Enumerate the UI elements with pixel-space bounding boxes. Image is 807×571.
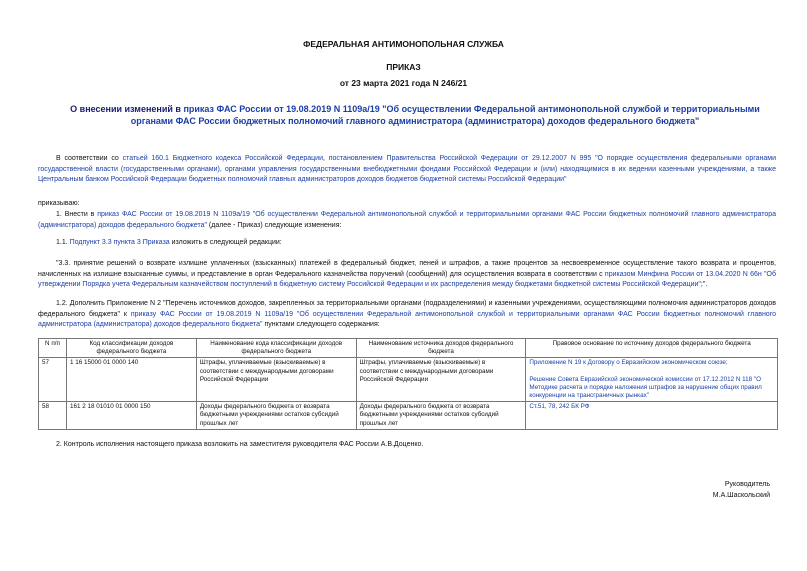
budget-code-articles-link[interactable]: Ст.51, 78, 242 БК РФ — [529, 403, 590, 411]
subclause-link[interactable]: Подпункт 3.3 пункта 3 Приказа — [69, 239, 170, 246]
title-prefix: О внесении изменений в — [70, 104, 184, 114]
row-code: 1 16 15000 01 0000 140 — [66, 358, 196, 402]
eaeu-treaty-link[interactable]: Приложение N 19 к Договору о Евразийском экономическом союзе; — [529, 359, 728, 367]
row-code: 161 2 18 01010 01 0000 150 — [66, 402, 196, 430]
paragraph-1-1 — [38, 238, 776, 249]
table-header-row — [39, 339, 778, 358]
table-row — [39, 358, 778, 402]
quote-paragraph — [38, 259, 776, 291]
header-code-name: Наименование кода классификации доходов федерального бюджета — [196, 339, 356, 358]
table-row — [39, 402, 778, 430]
date-number: от 23 марта 2021 года N 246/21 — [339, 78, 468, 88]
p12-order-link[interactable]: приказу ФАС России от 19.08.2019 N 1109а/19 "Об осуществлении Федеральной антимонопольной службой и территориальными органами ФАС России бюджетных полномочий главного администратора (администратора) доходов федерального бюджета" — [38, 310, 776, 328]
row-code-name: Доходы федерального бюджета от возврата бюджетными учреждениями остатков субсидий прошлых лет — [196, 402, 356, 430]
header-code: Код классификации доходов федерального бюджета — [66, 339, 196, 358]
quote-text-2: ;". — [700, 281, 708, 288]
doc-type-heading: ПРИКАЗ — [386, 62, 421, 72]
paragraph-2: 2. Контроль исполнения настоящего приказа возложить на заместителя руководителя ФАС России А.В.Доценко. — [56, 441, 424, 448]
paragraph-1-2 — [38, 299, 776, 331]
row-source: Штрафы, уплачиваемые (взыскиваемые) в соответствии с международными договорами Российской Федерации — [356, 358, 526, 402]
order-word: приказываю: — [38, 200, 80, 207]
p12-text-1: 1.2. Дополнить Приложение N 2 "Перечень источников доходов, закрепленных за территориальными органами (подразделениями) и казенными учреждениями, осуществляющими полномочия администраторов доходов федерального бюджета" к — [38, 300, 776, 318]
header-source: Наименование источника доходов федерального бюджета — [356, 339, 526, 358]
org-heading: ФЕДЕРАЛЬНАЯ АНТИМОНОПОЛЬНАЯ СЛУЖБА — [303, 39, 504, 49]
row-source: Доходы федерального бюджета от возврата бюджетными учреждениями остатков субсидий прошлых лет — [356, 402, 526, 430]
row-number: 57 — [39, 358, 67, 402]
paragraph-1 — [38, 210, 776, 231]
title-link[interactable]: приказ ФАС России от 19.08.2019 N 1109а/19 "Об осуществлении Федеральной антимонопольной службой и территориальными органами ФАС России бюджетных полномочий главного администратора (администратора) доходов федерального бюджета" — [130, 104, 760, 126]
header-basis: Правовое основание по источнику доходов федерального бюджета — [526, 339, 778, 358]
signature-name: М.А.Шаскольский — [712, 492, 770, 499]
p1-text-2: (далее - Приказ) следующие изменения: — [206, 221, 342, 229]
p1-order-link[interactable]: приказ ФАС России от 19.08.2019 N 1109а/19 "Об осуществлении Федеральной антимонопольной службой и территориальными органами ФАС России бюджетных полномочий главного администратора (администратора) доходов федерального бюджета" — [38, 211, 777, 229]
government-decree-link[interactable]: постановлением Правительства Российской Федерации от 29.12.2007 N 995 "О порядке осуществления федеральными органами государственной власти (государственными органами), органами управления государственными внебюджетными фондами Российской Федерации и (или) находящимися в их ведении казенными учреждениями, а также Центральным банком Российской Федерации бюджетных полномочий главных администраторов доходов бюджетов бюджетной системы Российской Федерации" — [38, 155, 776, 183]
budget-code-link[interactable]: статьей 160.1 Бюджетного кодекса Российской Федерации — [122, 155, 323, 162]
document-title — [50, 103, 780, 127]
p11-text-1: 1.1. — [56, 239, 70, 246]
minfin-order-link[interactable]: приказом Минфина России от 13.04.2020 N 66н "Об утверждении Порядка учета Федеральным казначейством поступлений в бюджетную систему Российской Федерации и их распределения между бюджетами бюджетной системы Российской Федерации" — [38, 270, 776, 288]
eec-decision-link[interactable]: Решение Совета Евразийской экономической комиссии от 17.12.2012 N 118 "О Методике расчета и порядке наложения штрафов за нарушение общих правил конкуренции на трансграничных рынках" — [529, 375, 762, 400]
p12-text-2: пунктами следующего содержания: — [262, 321, 380, 328]
p11-text-2: изложить в следующей редакции: — [169, 239, 282, 246]
intro-text-2: , — [323, 155, 329, 162]
row-code-name: Штрафы, уплачиваемые (взыскиваемые) в соответствии с международными договорами Российской Федерации — [196, 358, 356, 402]
row-number: 58 — [39, 402, 67, 430]
header-number: N п/п — [39, 339, 67, 358]
row-basis — [526, 402, 778, 430]
signature-role: Руководитель — [724, 481, 770, 488]
intro-paragraph — [38, 154, 776, 186]
intro-text-1: В соответствии со — [56, 155, 123, 162]
row-basis — [526, 358, 778, 402]
income-sources-table — [38, 338, 778, 430]
quote-text-1: "3.3. принятие решений о возврате излишне уплаченных (взысканных) платежей в федеральный бюджет, пеней и штрафов, а также процентов за несвоевременное осуществление такого возврата и процентов, начисленных на излишне взысканные суммы, и представление в орган Федерального казначейства поручений (сообщений) для осуществления возврата в соответствии с — [38, 260, 776, 278]
p1-text-1: 1. Внести в — [56, 211, 98, 218]
